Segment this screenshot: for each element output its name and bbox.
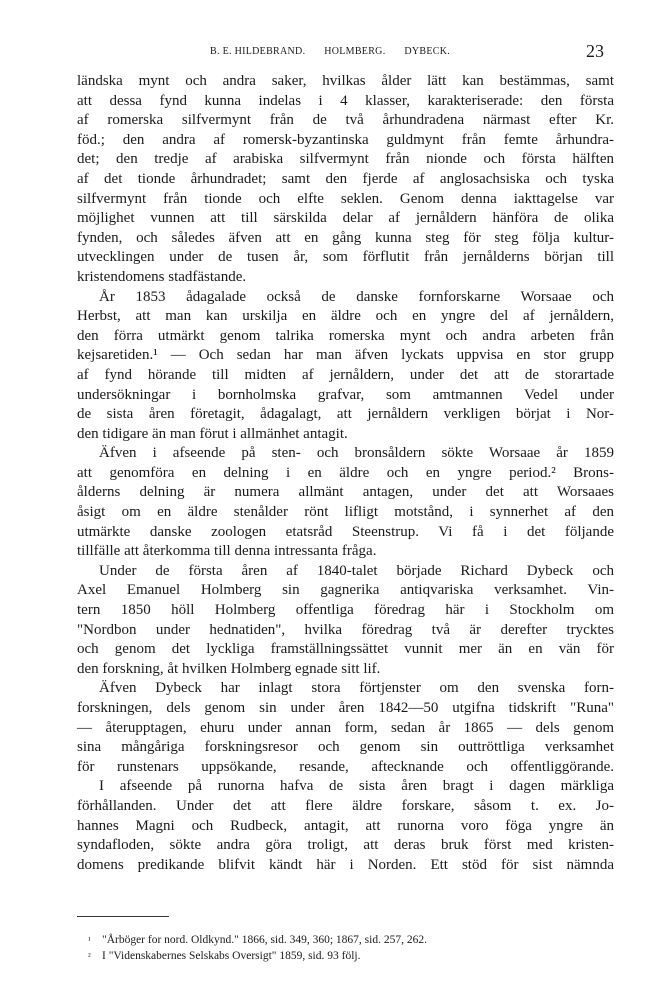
text-line: af fynd hörande till midten af jernåldern, under det att de storartade [77,366,614,383]
body-text [77,72,614,875]
text-line: af det tionde århundradet; samt den fjerde af anglosachsiska och tyska [77,170,614,187]
page-number: 23 [586,41,604,61]
text-line: den förra utmärkt genom talrika romerska mynt och andra arbeten från [77,327,614,344]
footnote-text: I "Videnskabernes Selskabs Oversigt" 1859, sid. 93 följ. [102,950,361,962]
text-line: förhållanden. Under det att flere äldre forskare, såsom t. ex. Jo- [77,797,614,814]
text-line: det; den tredje af arabiska silfvermynt från nionde och första hälften [77,151,614,168]
text-line: de sista åren företagit, ådagalagt, att jernåldern verkligen börjat i Nor- [77,406,614,423]
text-line: utvecklingen under de tusen år, som förflutit från jernålderns början till [77,249,614,266]
text-line: tillfälle att återkomma till denna intressanta fråga. [77,543,377,560]
running-head-author-3: DYBECK. [404,46,451,57]
text-line: fynden, och således äfven att en gång kunna steg för steg följa kultur- [77,229,614,246]
text-line: för runstenars uppsökande, resande, aftecknande och offentliggörande. [77,758,614,775]
text-line: föd.; den andra af romersk-byzantinska guldmynt från femte århundra- [77,131,614,148]
text-line: "Nordbon under hednatiden", hvilka föredrag två är derefter trycktes [77,621,614,638]
text-line: tern 1850 höll Holmberg offentliga föredrag här i Stockholm om [77,602,614,619]
running-head [210,46,466,57]
text-line: sina mångåriga forskningsresor och genom sin outtröttliga verksamhet [77,739,614,756]
text-line: möjlighet vunnen att till särskilda delar af jernåldern hänföra de olika [77,210,614,227]
running-head-author-1: B. E. HILDEBRAND. [210,46,306,57]
text-line: Äfven Dybeck har inlagt stora förtjenster om den svenska forn- [99,680,614,697]
text-line: att dessa fynd kunna indelas i 4 klasser, karakteriserade: den första [77,92,614,109]
footnote [88,932,608,948]
text-line: åsigt om en äldre stenålder rönt lifligt motstånd, i synnerhet af den [77,504,614,521]
text-line: kejsaretiden.¹ — Och sedan har man äfven lyckats uppvisa en stor grupp [77,347,614,364]
text-line: forskningen, dels genom sin under åren 1842—50 utgifna tidskrift "Runa" [77,700,614,716]
text-line: syndafloden, sökte andra göra troligt, att deras bruk först med kristen- [77,837,614,854]
text-line: att genomföra en delning i en äldre och en yngre period.² Brons- [77,464,614,481]
text-line: domens predikande blifvit kändt här i Norden. Ett stöd för sist nämnda [77,856,614,873]
text-line: undersökningar i bornholmska grafvar, som amtmannen Vedel under [77,386,614,403]
text-line: af romerska silfvermynt från de två århundradena närmast efter Kr. [77,112,614,129]
footnote-mark: ¹ [88,935,91,945]
footnotes [88,932,608,964]
text-line: ländska mynt och andra saker, hvilkas ålder lätt kan bestämmas, samt [77,73,614,89]
footnote-divider [77,916,169,917]
text-line: silfvermynt från tionde och elfte seklen. Genom denna iakttagelse var [77,190,614,207]
text-line: ålderns delning är numera allmänt antagen, under det att Worsaaes [77,484,614,501]
text-line: År 1853 ådagalade också de danske fornforskarne Worsaae och [99,288,614,305]
text-line: hannes Magni och Rudbeck, antagit, att runorna voro föga yngre än [77,817,614,834]
text-line: Under de första åren af 1840-talet började Richard Dybeck och [99,562,614,579]
text-line: — återupptagen, ehuru under annan form, sedan år 1865 — dels genom [77,719,614,736]
text-line: Axel Emanuel Holmberg sin gagnerika antiqvariska verksamhet. Vin- [77,582,614,599]
text-line: och genom det lyckliga framställningssättet vunnit mer än en vän för [77,641,614,658]
text-line: Herbst, att man kan urskilja en äldre och en yngre del af jernåldern, [77,308,614,325]
text-line: den tidigare än man förut i allmänhet antagit. [77,425,348,442]
text-line: kristendomens stadfästande. [77,268,247,285]
text-line: Äfven i afseende på sten- och bronsåldern sökte Worsaae år 1859 [99,445,614,462]
text-line: utmärkte danske zoologen etatsråd Steenstrup. Vi få i det följande [77,523,614,540]
running-head-author-2: HOLMBERG. [324,46,386,57]
footnote [88,948,608,964]
text-line: I afseende på runorna hafva de sista åren bragt i dagen märkliga [99,778,614,795]
text-line: den forskning, åt hvilken Holmberg egnade sitt lif. [77,660,381,677]
footnote-text: "Årböger for nord. Oldkynd." 1866, sid. 349, 360; 1867, sid. 257, 262. [102,934,427,946]
footnote-mark: ² [88,951,91,961]
